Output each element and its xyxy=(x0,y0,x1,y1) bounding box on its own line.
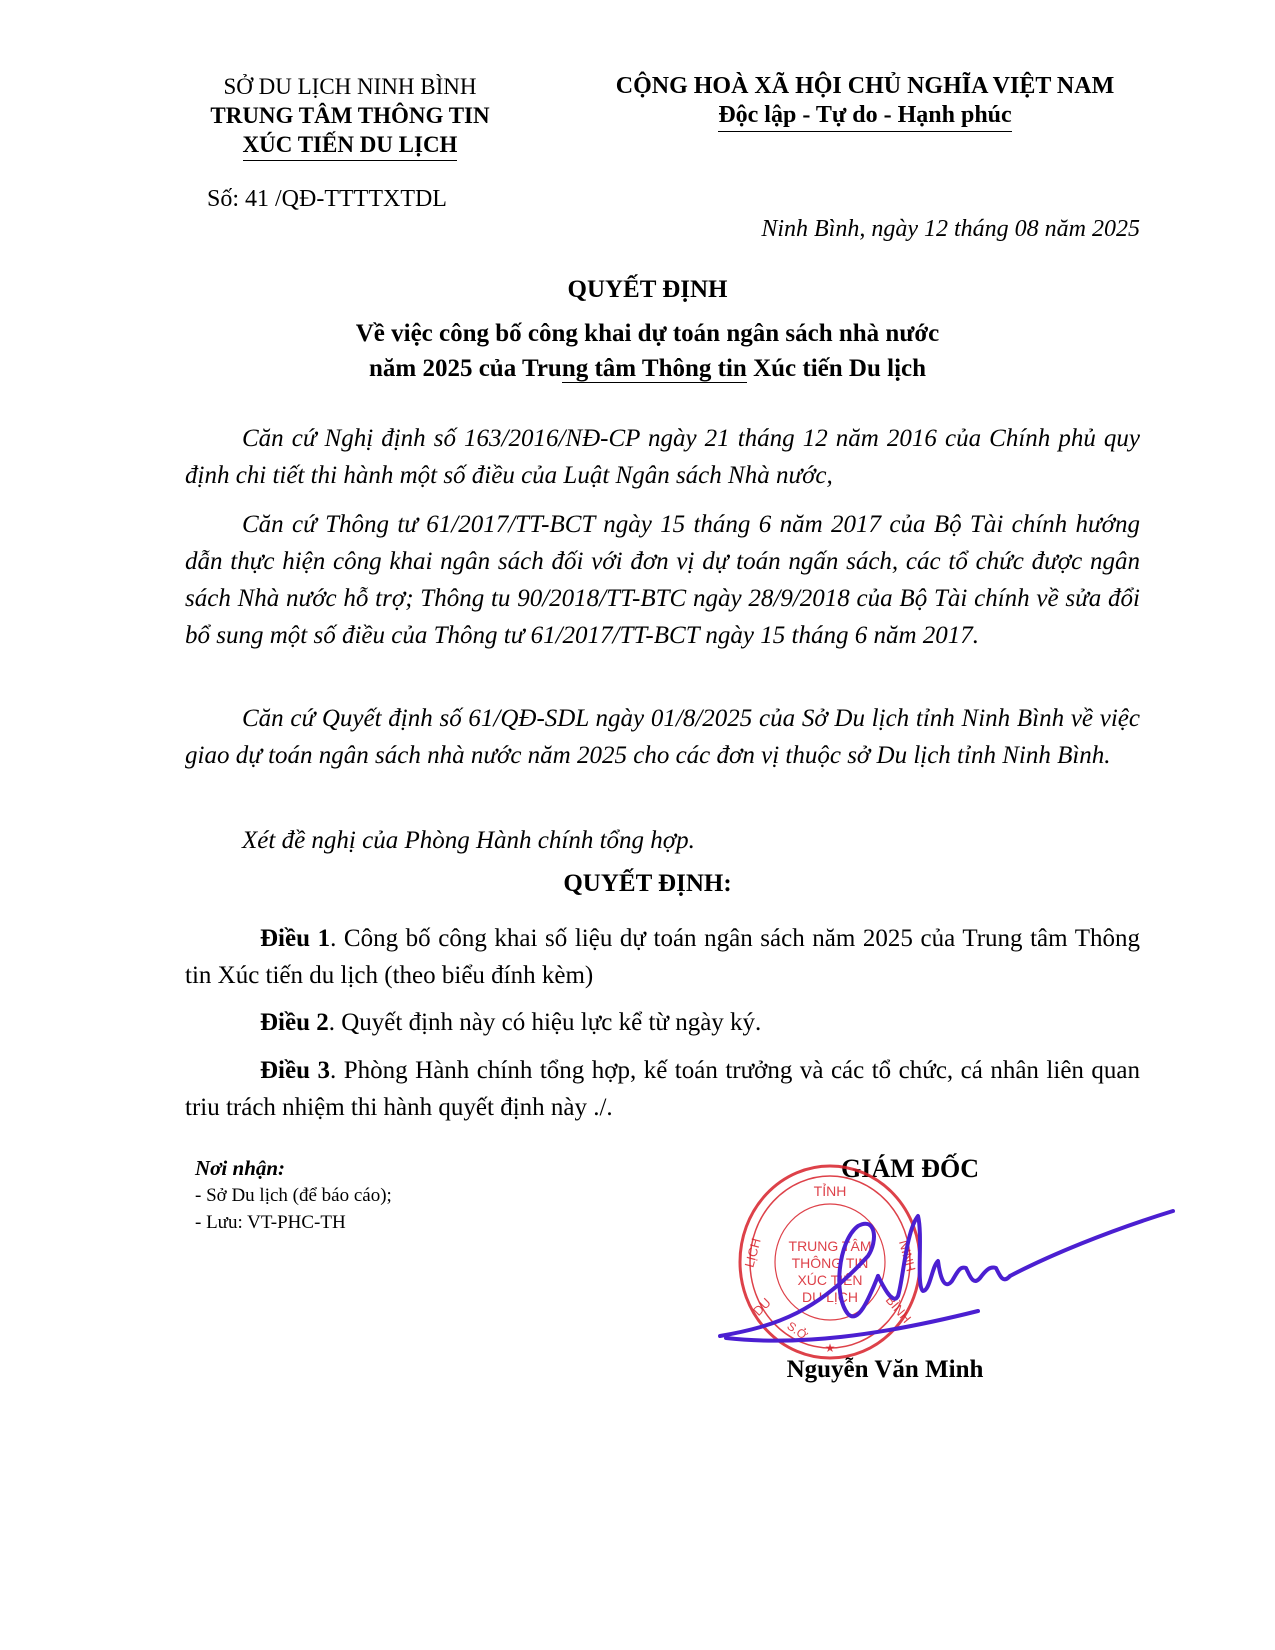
date-line: Ninh Bình, ngày 12 tháng 08 năm 2025 xyxy=(761,216,1140,242)
seal-star-icon: ★ xyxy=(824,1341,836,1355)
seal-ring-left2: DU xyxy=(749,1294,774,1319)
recipient-item: - Sở Du lịch (để báo cáo); xyxy=(195,1185,392,1206)
article-label: Điều 1 xyxy=(260,925,331,952)
signer-name: Nguyễn Văn Minh xyxy=(786,1356,984,1383)
issuer-name-line1: TRUNG TÂM THÔNG TIN xyxy=(210,103,490,128)
preamble-text: Căn cứ Quyết định số 61/QĐ-SDL ngày 01/8/2025 của Sở Du lịch tỉnh Ninh Bình về việc giao dự toán ngân sách nhà nước năm 2025 cho các đơn vị thuộc sở Du lịch tỉnh Ninh Bình. xyxy=(185,705,1140,769)
national-header xyxy=(585,72,1145,132)
document-title: QUYẾT ĐỊNH xyxy=(567,276,728,303)
seal-ring-left: LỊCH xyxy=(741,1236,764,1270)
seal-center-line: XÚC TIẾN xyxy=(797,1272,863,1288)
issuer-parent: SỞ DU LỊCH NINH BÌNH xyxy=(223,74,477,99)
document-subtitle xyxy=(150,316,1145,386)
preamble-text: Xét đề nghị của Phòng Hành chính tổng hợp. xyxy=(242,827,695,854)
subtitle-line2 xyxy=(150,351,1145,386)
preamble-paragraph xyxy=(185,420,1140,494)
article-text: . Phòng Hành chính tổng hợp, kế toán trưởng và các tổ chức, cá nhân liên quan triu trách nhiệm thi hành quyết định này ./. xyxy=(185,1057,1141,1121)
seal-center-line: THÔNG TIN xyxy=(791,1255,869,1271)
national-title: CỘNG HOÀ XÃ HỘI CHỦ NGHĨA VIỆT NAM xyxy=(615,73,1115,99)
article-3 xyxy=(185,1052,1140,1126)
preamble-text: Căn cứ Nghị định số 163/2016/NĐ-CP ngày 21 tháng 12 năm 2016 của Chính phủ quy định chi tiết thi hành một số điều của Luật Ngân sách Nhà nước, xyxy=(185,425,1140,489)
subtitle-line1: Về việc công bố công khai dự toán ngân sách nhà nước xyxy=(355,320,940,347)
article-label: Điều 2 xyxy=(260,1009,329,1036)
preamble-paragraph xyxy=(185,700,1140,774)
subtitle-line2-part-c: Xúc tiến Du lịch xyxy=(746,355,927,382)
subtitle-line2-part-a: năm 2025 của Tru xyxy=(368,355,562,382)
recipient-item: - Lưu: VT-PHC-TH xyxy=(195,1212,346,1233)
decision-heading: QUYẾT ĐỊNH: xyxy=(563,870,732,897)
seal-ring-right: NINH xyxy=(895,1238,919,1274)
recipients-block xyxy=(195,1155,595,1236)
article-2 xyxy=(185,1004,1140,1041)
article-text: . Quyết định này có hiệu lực kể từ ngày ký. xyxy=(328,1009,762,1036)
subtitle-line2-part-b: ng tâm Thông tin xyxy=(561,355,747,382)
article-1 xyxy=(185,920,1140,994)
seal-center-line: DU LỊCH xyxy=(801,1289,859,1305)
seal-ring-top: TỈNH xyxy=(813,1183,847,1199)
document-number: Số: 41 /QĐ-TTTTXTDL xyxy=(207,186,447,212)
recipients-label: Nơi nhận: xyxy=(195,1156,286,1180)
article-label: Điều 3 xyxy=(260,1057,330,1084)
preamble-text: Căn cứ Thông tư 61/2017/TT-BCT ngày 15 tháng 6 năm 2017 của Bộ Tài chính hướng dẫn thực hiện công khai ngân sách đối với đơn vị dự toán ngấn sách, các tổ chức được ngân sách Nhà nước hỗ trợ; Thông tu 90/2018/TT-BTC ngày 28/9/2018 của Bộ Tài chính về sửa đổi bổ sung một số điều của Thông tư 61/2017/TT-BCT ngày 15 tháng 6 năm 2017. xyxy=(185,511,1140,649)
signer-title: GIÁM ĐỐC xyxy=(841,1154,979,1183)
preamble-paragraph xyxy=(185,506,1140,654)
seal-ring-right2: BÌNH xyxy=(882,1292,915,1326)
issuer-name-line2: XÚC TIẾN DU LỊCH xyxy=(243,130,458,161)
article-text: . Công bố công khai số liệu dự toán ngân sách năm 2025 của Trung tâm Thông tin Xúc tiến du lịch (theo biểu đính kèm) xyxy=(185,925,1140,989)
preamble-paragraph xyxy=(185,822,1140,859)
issuer-block xyxy=(150,72,550,161)
signature-scribble-icon xyxy=(718,1196,1178,1351)
seal-center-line: TRUNG TÂM xyxy=(788,1238,872,1254)
national-motto: Độc lập - Tự do - Hạnh phúc xyxy=(718,101,1011,132)
seal-ring-bottom: S.Ở xyxy=(784,1318,811,1343)
